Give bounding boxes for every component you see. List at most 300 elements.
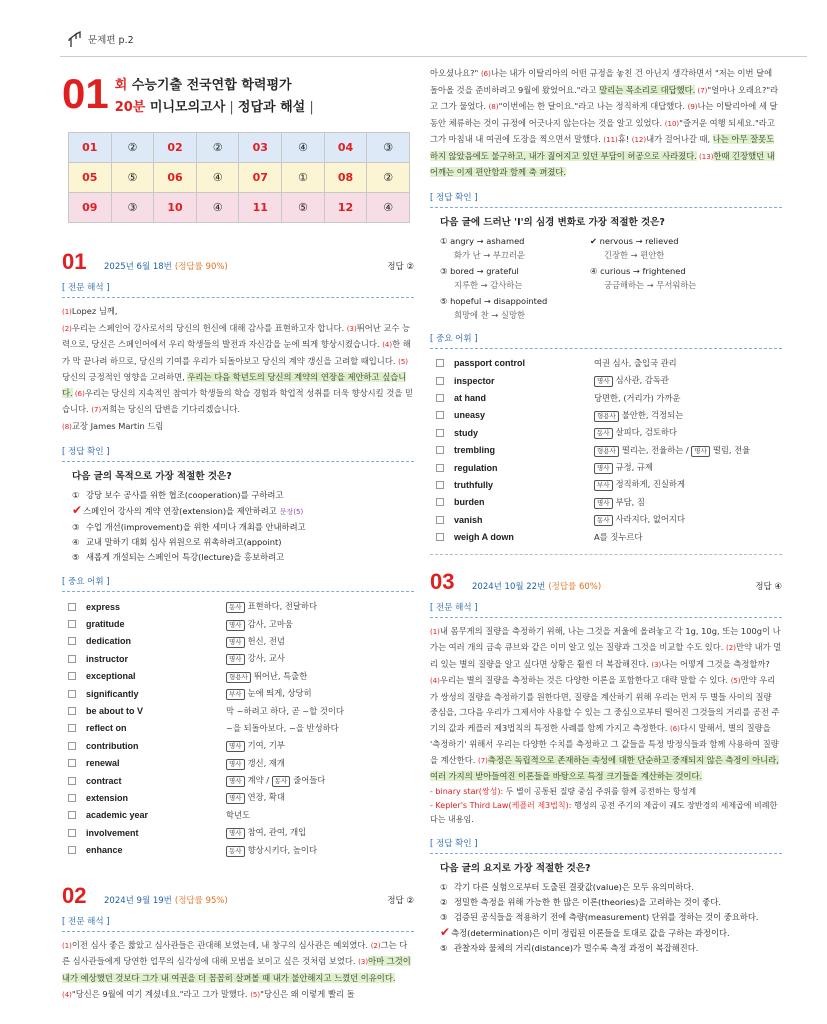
- answer-question-number: 09: [69, 193, 112, 223]
- part-of-speech-badge: 동사: [594, 515, 613, 526]
- vocab-row: [62, 720, 414, 737]
- vocab-word: inspector: [454, 375, 495, 386]
- option-item: [440, 264, 590, 292]
- question-prompt: 다음 글의 목적으로 가장 적절한 것은?: [72, 471, 232, 482]
- section-label-check: [ 정답 확인 ]: [430, 192, 478, 203]
- footnote-term: - Kepler's Third Law(케플러 제3법칙):: [430, 800, 574, 810]
- header-divider: [60, 56, 807, 57]
- part-of-speech-badge: 동사: [594, 428, 613, 439]
- sentence: 우리는 스페인어 강사로서의 당신의 헌신에 대해 감사를 표현하고자 합니다.: [71, 322, 347, 333]
- section-divider: [430, 348, 782, 349]
- vocab-meaning: [594, 478, 685, 491]
- meaning-text: 심사관, 감독관: [615, 375, 669, 386]
- right-column: [430, 66, 782, 956]
- vocab-meaning: [594, 409, 683, 422]
- sentence: 나는 어떻게 그것을 측정할까?: [661, 658, 770, 669]
- left-column: [62, 66, 414, 1004]
- page-header: [68, 28, 134, 50]
- part-of-speech-badge: 명사: [226, 828, 245, 839]
- footnote-definition: 두 별이 공통된 질량 중심 주위를 함께 공전하는 항성계: [505, 786, 697, 796]
- sentence-number: (1): [62, 941, 72, 950]
- checkbox-icon: [68, 655, 76, 663]
- answer-choice: ①: [282, 163, 325, 193]
- checkbox-icon: [68, 759, 76, 767]
- sentence-number: (1): [62, 308, 72, 316]
- option-number: ④: [590, 265, 601, 276]
- footnote-definition: 행성의 공전 주기의 제곱이 궤도 장반경의 세제곱에 비례한다는 내용임.: [430, 800, 778, 824]
- checkbox-icon: [68, 811, 76, 819]
- answer-question-number: 08: [324, 163, 367, 193]
- meaning-text: 기여, 기부: [247, 740, 285, 751]
- vocab-meaning: [226, 687, 312, 700]
- answer-options: [430, 234, 782, 322]
- part-of-speech-badge: 명사: [226, 776, 245, 787]
- vocab-word: passport control: [454, 358, 526, 369]
- vocab-meaning: [226, 618, 293, 631]
- option-number: ③: [440, 911, 448, 922]
- vocab-meaning: [226, 722, 339, 734]
- checkbox-icon: [436, 411, 444, 419]
- sentence-number: (12): [631, 136, 647, 144]
- passage-translation-continued: [430, 66, 782, 181]
- section-divider: [62, 297, 414, 298]
- answer-label: 정답 ④: [755, 581, 782, 592]
- checkbox-icon: [436, 377, 444, 385]
- section-divider: [430, 554, 782, 555]
- option-number: ④: [72, 537, 80, 547]
- vocab-list: [430, 355, 782, 546]
- checkbox-icon: [436, 464, 444, 472]
- title-block: [62, 66, 414, 122]
- option-item: [430, 941, 782, 956]
- checkbox-icon: [68, 672, 76, 680]
- meaning-text: 떨림, 전율: [712, 444, 751, 455]
- meaning-text: 당면한, (거리가) 가까운: [594, 392, 681, 403]
- sentence: 나는 이탈리아에 세 달 동안 체류하는 것이 규정에 어긋나지 않는다는 것을 알고 있었다.: [430, 101, 778, 128]
- vocab-row: [62, 668, 414, 685]
- meaning-text: 계약 /: [247, 775, 272, 786]
- sentence-number: (6): [480, 70, 491, 78]
- checkbox-icon: [68, 637, 76, 645]
- sentence: "이번에는 한 달이요."라고 나는 정직하게 대답했다.: [498, 101, 688, 111]
- option-text: 강당 보수 공사를 위한 협조(cooperation)를 구하려고: [86, 490, 284, 500]
- answer-row: [69, 163, 410, 193]
- test-number: 01: [62, 70, 109, 117]
- vocab-meaning: [594, 496, 645, 509]
- sentence: 만약 내가 멀리 있는 별의 질량을 알고 싶다면 상황은 훨씬 더 복잡해진다.: [430, 642, 782, 669]
- check-mark-icon: ✔: [590, 235, 600, 246]
- sentence-number: (4): [382, 341, 393, 349]
- vocab-meaning: [594, 531, 642, 543]
- section-divider: [62, 931, 414, 932]
- sentence-number: (7): [478, 756, 488, 765]
- option-item: [430, 910, 782, 925]
- checkbox-icon: [68, 724, 76, 732]
- section-divider: [430, 853, 782, 854]
- vocab-meaning: [226, 809, 250, 821]
- answer-question-number: 04: [324, 133, 367, 163]
- answer-choice: ⑤: [282, 193, 325, 223]
- option-text: angry → ashamed: [450, 235, 525, 246]
- vocab-row: [62, 841, 414, 858]
- part-of-speech-badge: 명사: [594, 376, 613, 387]
- sentence: 만약 우리가 쌍성의 질량을 측정하기를 원한다면, 질량을 계산하기 위해 우리는 먼저 두 별들 사이의 질량 중심을, 그다음 우리가 그제서야 사용할 수 있는 그 중심으로부터 떨어진 그것들의 거리를 공전 주기의 값과 케플러 제3법칙의 특정한 사례를 함께 가지고 측정한다.: [430, 675, 780, 733]
- vocab-meaning: [226, 739, 285, 752]
- evidence-ref: 문장(5): [279, 508, 304, 516]
- footnote-term: - binary star(쌍성):: [430, 786, 506, 796]
- option-number: ③: [72, 522, 80, 532]
- sentence-number: (3): [358, 958, 369, 967]
- sentence-number: (1): [430, 627, 440, 636]
- vocab-row: [62, 633, 414, 650]
- meaning-text: 불안한, 걱정되는: [621, 409, 684, 420]
- option-text: 관찰자와 물체의 거리(distance)가 멀수록 측정 과정이 복잡해진다.: [454, 942, 699, 953]
- question-prompt: 다음 글에 드러난 'I'의 심경 변화로 가장 적절한 것은?: [440, 216, 665, 228]
- sentence-number: (6): [670, 724, 680, 733]
- vocab-meaning: [594, 374, 669, 387]
- answer-choice: ②: [196, 133, 239, 163]
- option-item: [62, 535, 414, 550]
- option-number: ③: [440, 265, 451, 276]
- checkbox-icon: [68, 846, 76, 854]
- vocab-row: [430, 511, 782, 528]
- check-mark-icon: ✔: [440, 924, 451, 939]
- sentence-number: (7): [91, 406, 102, 414]
- vocab-word: uneasy: [454, 410, 486, 421]
- meaning-text: 뛰어난, 특출한: [253, 670, 308, 681]
- part-of-speech-badge: 명사: [226, 793, 245, 804]
- option-text: 각기 다른 실험으로부터 도출된 결괏값(value)은 모두 유의미하다.: [454, 881, 694, 892]
- option-item: [590, 234, 740, 262]
- checkbox-icon: [68, 707, 76, 715]
- vocab-meaning: [226, 652, 285, 665]
- part-of-speech-badge: 부사: [226, 689, 245, 700]
- section-label-check: [ 정답 확인 ]: [62, 447, 110, 457]
- meaning-text: 부담, 짐: [615, 496, 645, 507]
- checkbox-icon: [436, 446, 444, 454]
- option-text: curious → frightened: [600, 265, 686, 276]
- answer-options: [62, 488, 414, 565]
- option-item: [430, 880, 782, 895]
- sentence: 나는 내가 이탈리아의 어떤 규정을 놓친 건 아닌지 생각하면서 "저는 이번 달에 돌아올 것을 준비하려고 9월에 왔었어요."라고: [430, 68, 773, 95]
- vocab-word: renewal: [86, 758, 120, 769]
- vocab-word: truthfully: [454, 479, 493, 490]
- meaning-text: ~을 되돌아보다, ~을 반성하다: [226, 723, 339, 734]
- vocab-meaning: [226, 757, 285, 770]
- section-label-vocab: [ 중요 어휘 ]: [430, 333, 478, 344]
- meaning-text: 강사, 교사: [247, 653, 285, 664]
- checkbox-icon: [436, 429, 444, 437]
- sentence: Lopez 님께,: [71, 306, 118, 316]
- sentence-number: (11): [603, 136, 618, 144]
- sentence-number: (8): [488, 103, 499, 111]
- sentence: 이전 심사 좋은 짧았고 심사관들은 관대해 보였는데, 내 창구의 심사관은 예외였다.: [71, 939, 371, 950]
- sentence-number: (4): [430, 677, 440, 686]
- meaning-text: 떨리는, 전율하는 /: [621, 444, 692, 455]
- highlighted-sentence: 한때 긴장했던 내 어깨는 이제 편안함과 함께 축 펴졌다.: [430, 150, 775, 177]
- part-of-speech-badge: 동사: [226, 602, 245, 613]
- sentence: 휴!: [617, 134, 632, 144]
- meaning-text: 헌신, 전념: [247, 635, 285, 646]
- vocab-row: [62, 824, 414, 841]
- part-of-speech-badge: 명사: [226, 741, 245, 752]
- vocab-word: significantly: [86, 688, 139, 699]
- part-of-speech-badge: 명사: [226, 620, 245, 631]
- question-number: 02: [62, 882, 87, 908]
- part-of-speech-badge: 형용사: [226, 672, 251, 683]
- section-divider: [430, 207, 782, 208]
- part-of-speech-badge: 형용사: [594, 446, 619, 457]
- passage-translation: [62, 938, 414, 1004]
- vocab-word: contract: [86, 775, 122, 786]
- vocab-row: [62, 789, 414, 806]
- vocab-row: [62, 685, 414, 702]
- sentence: 당신의 긍정적인 영향을 고려하면,: [62, 372, 188, 382]
- sentence-number: (2): [62, 324, 72, 333]
- option-item: [590, 264, 740, 292]
- meaning-text: 향상시키다, 높이다: [247, 844, 317, 855]
- question-02-header: [62, 882, 414, 908]
- question-03-header: [430, 568, 782, 594]
- sentence-number: (3): [651, 660, 662, 669]
- sentence-number: (2): [726, 644, 736, 653]
- passage-translation: [62, 304, 414, 435]
- correct-rate: (정답률 95%): [174, 895, 228, 906]
- checkbox-icon: [68, 829, 76, 837]
- vocab-row: [62, 737, 414, 754]
- answer-question-number: 03: [239, 133, 282, 163]
- sentence-number: (10): [664, 119, 680, 128]
- sentence-number: (6): [72, 389, 85, 398]
- vocab-word: dedication: [86, 636, 132, 647]
- answer-choice: ④: [282, 133, 325, 163]
- sentence-number: (5): [730, 677, 741, 686]
- sentence: 그는 다른 심사관들에게 당연한 업무의 심각성에 대해 모범을 보이고 싶은 것처럼 보였다.: [62, 939, 408, 967]
- vocab-meaning: [226, 635, 285, 648]
- option-item: [430, 925, 782, 941]
- vocab-meaning: [226, 826, 306, 839]
- highlighted-sentence: 측정은 독립적으로 존재하는 속성에 대한 단순하고 중재되지 않은 측정이 아니라, 여러 가지의 받아들여진 이론들을 바탕으로 특정 크기들을 계산하는 것이다.: [430, 754, 779, 782]
- part-of-speech-badge: 명사: [226, 759, 245, 770]
- highlighted-sentence: 나는 아무 잘못도 하지 않았음에도 불구하고, 내가 짊어지고 있던 부담이 허공으로 사라졌다.: [430, 134, 775, 161]
- answer-choice: ②: [111, 133, 154, 163]
- answer-row: [69, 133, 410, 163]
- sentence: 아오셨나요?": [430, 68, 481, 78]
- option-item: [440, 234, 590, 262]
- option-text: nervous → relieved: [599, 235, 679, 246]
- sentence: 한 해가 막 끝나려 하므로, 당신의 기여를 우리가 되돌아보고 당신의 계약 갱신을 고려할 때입니다.: [62, 339, 411, 366]
- answer-choice: ④: [367, 193, 410, 223]
- vocab-meaning: [226, 774, 325, 787]
- vocab-row: [62, 755, 414, 772]
- check-mark-icon: ✔: [72, 503, 83, 517]
- part-of-speech-badge: 명사: [594, 498, 613, 509]
- sentence-number: (7): [695, 86, 708, 95]
- vocab-list: [62, 598, 414, 859]
- option-text: 정밀한 측정을 위해 가능한 한 많은 이론(theories)을 고려하는 것이 좋다.: [454, 896, 722, 907]
- meaning-text: 갱신, 재개: [247, 757, 285, 768]
- question-source: 2025년 6월 18번: [104, 262, 172, 272]
- sentence: 우리는 별의 질량을 측정하는 것은 다양한 이론을 포함한다고 대략 말할 수 있다.: [439, 675, 731, 686]
- option-text: 검증된 공식들을 적용하기 전에 측량(measurement) 단위를 정하는 것이 중요하다.: [454, 911, 759, 922]
- checkbox-icon: [68, 620, 76, 628]
- question-source: 2024년 9월 19번: [104, 895, 172, 906]
- highlighted-sentence: 말리는 목소리로 대답했다.: [599, 84, 696, 95]
- vocab-word: reflect on: [86, 723, 127, 734]
- vocab-meaning: [594, 392, 681, 404]
- part-of-speech-badge: 동사: [226, 846, 245, 857]
- sentence-number: (9): [687, 103, 698, 111]
- part-of-speech-badge: 동사: [272, 776, 291, 787]
- vocab-row: [430, 494, 782, 511]
- answer-label: 정답 ②: [387, 262, 414, 272]
- highlighted-sentence: 우리는 다음 학년도의 당신의 계약의 연장을 제안하고 싶습니다.: [62, 372, 407, 398]
- correct-rate: (정답률 90%): [174, 262, 228, 272]
- page-reference: 문제편 p.2: [88, 35, 134, 46]
- sentence-number: (3): [346, 324, 357, 333]
- section-label-passage: [ 전문 해석 ]: [62, 283, 110, 293]
- section-divider: [62, 591, 414, 592]
- vocab-word: express: [86, 601, 121, 612]
- vocab-word: enhance: [86, 845, 123, 856]
- footnote: [430, 799, 782, 827]
- answer-question-number: 01: [69, 133, 112, 163]
- vocab-word: gratitude: [86, 619, 125, 630]
- vocab-row: [430, 372, 782, 389]
- option-text: 교내 말하기 대회 심사 위원으로 위촉하려고(appoint): [86, 537, 282, 547]
- sentence-number: (4): [62, 991, 72, 1000]
- option-item: [440, 294, 590, 322]
- vocab-meaning: [226, 791, 285, 804]
- vocab-row: [430, 424, 782, 441]
- question-number: 03: [430, 568, 455, 594]
- passage-translation: [430, 624, 782, 785]
- vocab-word: trembling: [454, 445, 496, 456]
- section-divider: [62, 461, 414, 462]
- section-label-passage: [ 전문 해석 ]: [430, 602, 478, 613]
- vocab-row: [62, 807, 414, 824]
- question-01-header: [62, 249, 414, 274]
- section-label-check: [ 정답 확인 ]: [430, 838, 478, 849]
- answer-choice: ③: [367, 133, 410, 163]
- meaning-text: 여권 심사, 출입국 관리: [594, 358, 677, 369]
- sentence-number: (13): [696, 152, 714, 161]
- checkbox-icon: [436, 359, 444, 367]
- option-number: ②: [440, 896, 448, 907]
- part-of-speech-badge: 부사: [594, 480, 613, 491]
- option-number: ⑤: [72, 552, 80, 562]
- answer-choice: ③: [111, 193, 154, 223]
- answer-choice: ②: [367, 163, 410, 193]
- vocab-word: regulation: [454, 462, 498, 473]
- answer-choice: ④: [196, 193, 239, 223]
- sentence: 저희는 당신의 답변을 기다리겠습니다.: [101, 404, 241, 414]
- vocab-meaning: [594, 426, 677, 439]
- meaning-text: 정직하게, 진실하게: [615, 479, 685, 490]
- option-item: [430, 895, 782, 910]
- correct-rate: (정답률 60%): [548, 581, 602, 592]
- part-of-speech-badge: 명사: [226, 637, 245, 648]
- answer-question-number: 02: [154, 133, 197, 163]
- vocab-word: at hand: [454, 392, 487, 403]
- meaning-text: 학년도: [226, 810, 251, 821]
- meaning-text: 표현하다, 전달하다: [247, 601, 317, 612]
- vocab-meaning: [226, 844, 317, 857]
- vocab-word: burden: [454, 497, 485, 508]
- vocab-row: [430, 355, 782, 372]
- checkbox-icon: [68, 777, 76, 785]
- vocab-meaning: [594, 461, 653, 474]
- sentence-number: (5): [250, 991, 261, 1000]
- vocab-word: exceptional: [86, 671, 136, 682]
- checkbox-icon: [436, 481, 444, 489]
- highlighted-sentence: 내가 불안해지고 느꼈던 이유이다.: [272, 972, 396, 983]
- answer-choice: ④: [196, 163, 239, 193]
- checkbox-icon: [436, 498, 444, 506]
- option-translation: 긴장한 → 편안한: [604, 249, 665, 260]
- vocab-row: [62, 650, 414, 667]
- highlighted-sentence: 아마 그것이 내가 예상했던 것보다 그가 내 여권을 더 꼼꼼히 살펴볼 때: [62, 956, 411, 983]
- answer-question-number: 05: [69, 163, 112, 193]
- option-text: 측정(determination)은 이미 정립된 이론들을 토대로 값을 구하는 과정이다.: [451, 927, 730, 938]
- answer-question-number: 07: [239, 163, 282, 193]
- checkbox-icon: [436, 533, 444, 541]
- option-item: [62, 503, 414, 520]
- answer-choice: ⑤: [111, 163, 154, 193]
- meaning-text: 줄어들다: [293, 775, 326, 786]
- option-text: bored → grateful: [450, 265, 519, 276]
- sentence: 뛰어난 교수 능력으로, 당신은 스페인어에서 우리 학생들의 발전과 자신감을 눈에 띄게 향상시켰습니다.: [62, 322, 411, 349]
- option-translation: 지루한 → 감사하는: [454, 279, 523, 290]
- footnotes: [430, 785, 782, 827]
- vocab-word: academic year: [86, 810, 149, 821]
- option-text: 스페인어 강사의 계약 연장(extension)을 제안하려고: [83, 506, 277, 516]
- meaning-text: A를 짓누르다: [594, 532, 643, 543]
- section-label-vocab: [ 중요 어휘 ]: [62, 577, 110, 587]
- option-item: [62, 520, 414, 535]
- checkbox-icon: [436, 394, 444, 402]
- vocab-meaning: [594, 513, 685, 526]
- section-divider: [430, 617, 782, 618]
- vocab-word: extension: [86, 792, 129, 803]
- meaning-text: 규정, 규제: [615, 462, 653, 473]
- vocab-row: [430, 459, 782, 476]
- checkbox-icon: [68, 690, 76, 698]
- meaning-text: 감사, 고마움: [247, 618, 293, 629]
- checkbox-icon: [68, 742, 76, 750]
- vocab-word: weigh A down: [454, 532, 514, 543]
- part-of-speech-badge: 형용사: [594, 411, 619, 422]
- option-translation: 화가 난 → 부끄러운: [454, 249, 525, 260]
- vocab-meaning: [594, 357, 677, 369]
- meaning-text: 사라지다, 없어지다: [615, 514, 685, 525]
- option-text: hopeful → disappointed: [450, 295, 548, 306]
- part-of-speech-badge: 명사: [594, 463, 613, 474]
- sentence: 다시 말해서, 별의 질량을 '측정하기' 위해서 우리는 다양한 수치를 측정하고 그 값들을 특정 방정식들과 함께 사용하여 질량을 계산한다.: [430, 722, 779, 765]
- sentence: "당신은 9월에 여기 계셨네요."라고 그가 말했다.: [71, 989, 251, 1000]
- vocab-row: [62, 702, 414, 719]
- section-label-passage: [ 전문 해석 ]: [62, 916, 110, 927]
- sentence: "얼마나 오래요?"라고 그가 물었다.: [430, 84, 779, 111]
- vocab-meaning: [594, 444, 750, 457]
- answer-label: 정답 ②: [387, 895, 414, 906]
- meaning-text: 막 ~하려고 하다, 곧 ~할 것이다: [226, 706, 344, 717]
- sentence: "즐거운 여행 되세요."라고 그가 마침내 내 여권에 도장을 찍으면서 말했다.: [430, 117, 775, 144]
- book-hand-icon: [68, 30, 84, 48]
- answer-question-number: 06: [154, 163, 197, 193]
- option-item: [62, 488, 414, 503]
- vocab-meaning: [226, 600, 317, 613]
